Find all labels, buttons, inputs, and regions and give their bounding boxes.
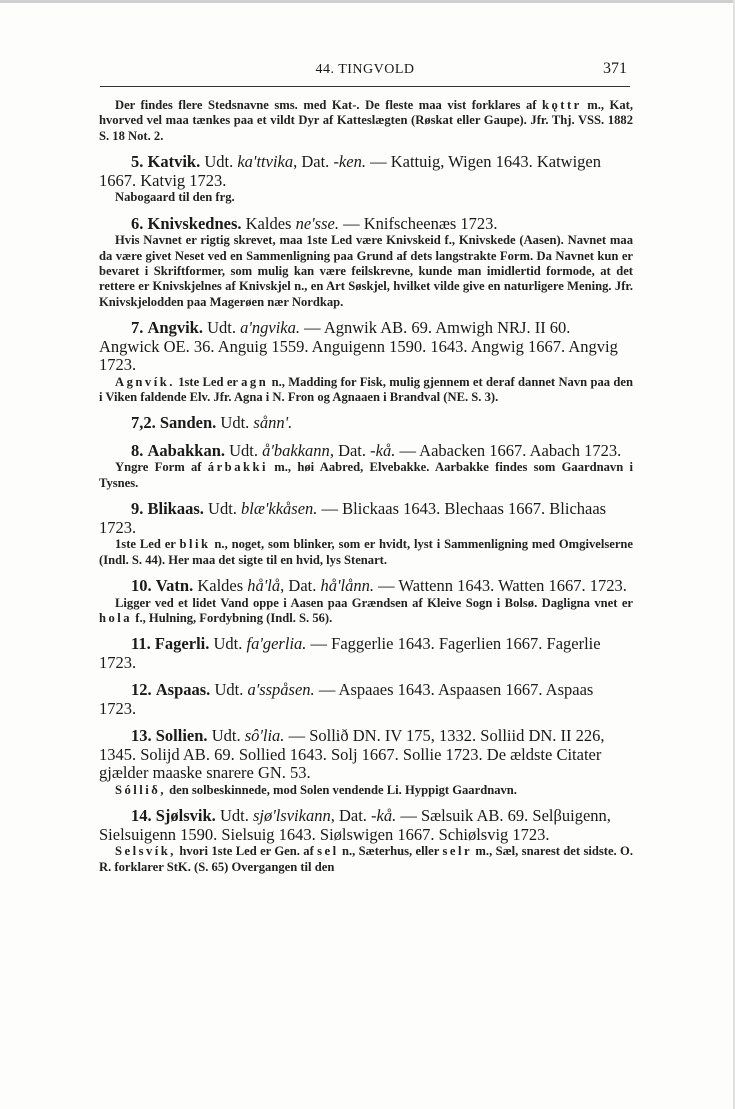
entry-10-note: Ligger ved et lidet Vand oppe i Aasen paa Grændsen af Kleive Sogn i Bolsø. Dagligna vnet er hola f., Hulning, Fordybning (Indl. S. 56). (99, 595, 633, 625)
entry-name: Fagerli. (154, 634, 210, 654)
entry-name: Blikaas. (147, 499, 204, 519)
entry-7-2: 7,2. Sanden. Udt. sånn'. (131, 413, 293, 433)
entry-name: Katvik. (147, 152, 201, 172)
page-number: 371 (603, 60, 627, 77)
intro-spaced-word: kǫttr (541, 98, 582, 112)
entry-12: 12. Aspaas. Udt. a'sspåsen. — Aspaaes 1643. Aspaasen 1667. Aspaas 1723. (99, 680, 594, 718)
entry-name: Sollien. (155, 726, 208, 746)
entry-name: Sanden. (159, 413, 217, 433)
header-rule (100, 86, 630, 87)
page-body (99, 98, 633, 875)
entry-8: 8. Aabakkan. Udt. å'bakkann, Dat. -kå. — Aabacken 1667. Aabach 1723. (131, 440, 622, 460)
entry-name: Aspaas. (155, 680, 211, 700)
entry-name: Vatn. (155, 576, 194, 596)
entry-6-note: Hvis Navnet er rigtig skrevet, maa 1ste Led være Knivskeid f., Knivskede (Aasen). Navnet maa da være givet Neset ved en Sammenligning paa Grund af dets langstrakte Form. Da Navnet kun er bevaret i Skriftformer, som mulig kan være feilskrevne, kunde man imidlertid formode, at det rettere er Knivskjelnes af Knivskjel n., en Art Søskjel, hvilket vilde give en naturligere Mening. Jfr. Knivskjelodden paa Magerøen nær Nordkap. (99, 233, 633, 309)
header-title: 44. TINGVOLD (315, 62, 415, 77)
entry-13: 13. Sollien. Udt. sô'lia. — Sollið DN. IV 175, 1332. Solliid DN. II 226, 1345. Solijd AB. 69. Sollied 1643. Solj 1667. Sollie 1723. De ældste Citater gjælder maaske snarere GN. 53. (99, 726, 605, 783)
entry-6: 6. Knivskednes. Kaldes ne'sse. — Knifscheenæs 1723. (131, 213, 498, 233)
running-header (100, 58, 630, 84)
entry-7-note: Agnvík. 1ste Led er agn n., Madding for Fisk, mulig gjennem et deraf dannet Navn paa den i Viken faldende Elv. Jfr. Agna i N. Fron og Agnaaen i Brandval (NE. S. 3). (99, 374, 633, 405)
entry-name: Sjølsvik. (155, 806, 216, 826)
entry-14: 14. Sjølsvik. Udt. sjø'lsvikann, Dat. -kå. — Sælsuik AB. 69. Selβuigenn, Sielsuigenn 1590. Sielsuig 1643. Siølswigen 1667. Schiølsvig 1723. (99, 806, 611, 844)
intro-note: Der findes flere Stedsnavne sms. med Kat-. De fleste maa vist forklares af kǫttr m., Kat, hvorved vel maa tænkes paa et vildt Dyr af Katteslægten (Røskat eller Gaupe). Jfr. Thj. VSS. 1882 S. 18 Not. 2. (99, 98, 633, 143)
entry-13-note: Sólliδ, den solbeskinnede, mod Solen vendende Li. Hyppigt Gaardnavn. (115, 782, 517, 797)
entry-5-note: Nabogaard til den frg. (115, 190, 235, 205)
entry-name: Knivskednes. (147, 213, 242, 233)
entry-11: 11. Fagerli. Udt. fa'gerlia. — Faggerlie 1643. Fagerlien 1667. Fagerlie 1723. (99, 634, 601, 672)
entry-5: 5. Katvik. Udt. ka'ttvika, Dat. -ken. — Kattuig, Wigen 1643. Katwigen 1667. Katvig 1723. (99, 152, 602, 190)
entry-10: 10. Vatn. Kaldes hå'lå, Dat. hå'lånn. — Wattenn 1643. Watten 1667. 1723. (131, 576, 627, 596)
scan-edge-top (0, 0, 735, 3)
entry-14-note: Selsvík, hvori 1ste Led er Gen. af sel n., Sæterhus, eller selr m., Sæl, snarest det sidste. O. R. forklarer StK. (S. 65) Overgangen til den (99, 844, 633, 874)
entry-name: Aabakkan. (147, 440, 225, 460)
entry-7: 7. Angvik. Udt. a'ngvika. — Agnwik AB. 69. Amwigh NRJ. II 60. Angwick OE. 36. Anguig 1559. Anguigenn 1590. 1643. Angwig 1667. Angvig 1723. (99, 318, 618, 375)
entry-9-note: 1ste Led er blik n., noget, som blinker, som er hvidt, lyst i Sammenligning med Omgivelserne (Indl. S. 44). Her maa det sigte til en hvid, lys Stenart. (99, 537, 634, 567)
entry-9: 9. Blikaas. Udt. blæ'kkåsen. — Blickaas 1643. Blechaas 1667. Blichaas 1723. (99, 499, 607, 537)
entry-name: Angvik. (147, 318, 203, 338)
entry-8-note: Yngre Form af árbakki m., høi Aabred, Elvebakke. Aarbakke findes som Gaardnavn i Tysnes. (99, 460, 633, 490)
